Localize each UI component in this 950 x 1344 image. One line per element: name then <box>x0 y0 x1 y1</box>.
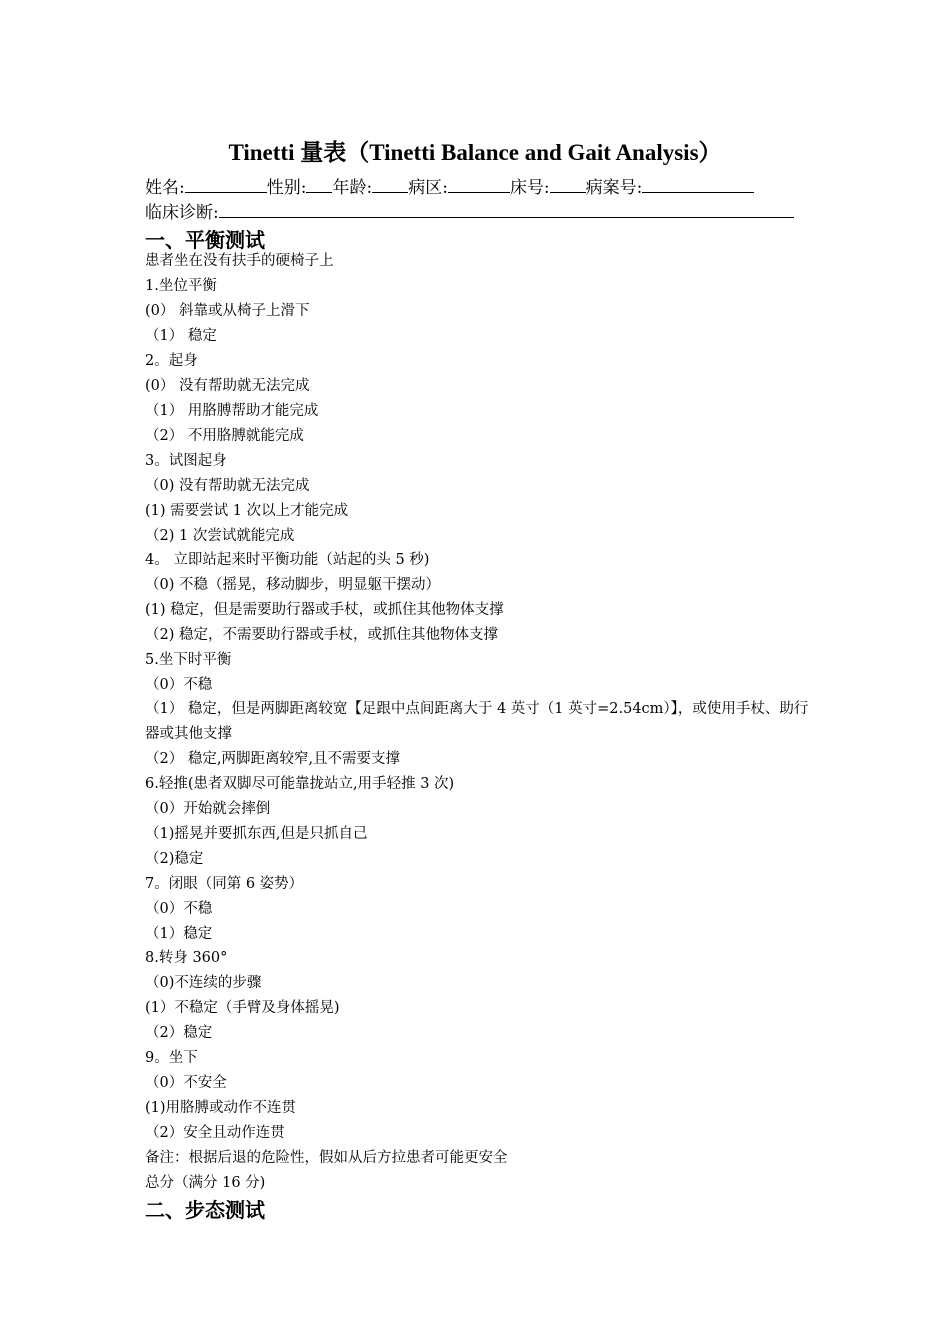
balance-line: （2)稳定 <box>145 851 204 867</box>
balance-line: 6.轻推(患者双脚尽可能靠拢站立,用手轻推 3 次) <box>145 776 455 792</box>
diagnosis-label: 临床诊断: <box>145 203 219 223</box>
balance-line: （1） 用胳膊帮助才能完成 <box>145 403 319 419</box>
balance-line: 2。起身 <box>145 353 198 369</box>
diagnosis-row <box>145 200 794 224</box>
balance-remark: 备注：根据后退的危险性，假如从后方拉患者可能更安全 <box>145 1150 508 1166</box>
balance-line: 7。闭眼（同第 6 姿势） <box>145 876 304 892</box>
balance-line: （1）稳定 <box>145 926 213 942</box>
balance-line: （0）开始就会摔倒 <box>145 801 271 817</box>
balance-wrapped-line: （1） 稳定，但是两脚距离较宽【足跟中点间距离大于 4 英寸（1 英寸=2.54cm）】，或使用手杖、助行器或其他支撑 <box>145 701 809 742</box>
gender-label: 性别: <box>266 178 307 198</box>
name-blank <box>185 175 267 193</box>
record-label: 病案号: <box>585 178 643 198</box>
balance-line: (0） 斜靠或从椅子上滑下 <box>145 303 310 319</box>
balance-line: （2) 1 次尝试就能完成 <box>145 528 295 544</box>
balance-line: (1）不稳定（手臂及身体摇晃) <box>145 1000 340 1016</box>
balance-line: 5.坐下时平衡 <box>145 652 232 668</box>
ward-blank <box>448 175 510 193</box>
balance-line: （1） 稳定 <box>145 328 217 344</box>
balance-line: 1.坐位平衡 <box>145 278 217 294</box>
gender-blank <box>306 175 332 193</box>
balance-line: （1)摇晃并要抓东西,但是只抓自己 <box>145 826 368 842</box>
balance-line: （0) 没有帮助就无法完成 <box>145 478 310 494</box>
balance-line: （0)不连续的步骤 <box>145 975 262 991</box>
balance-line: （2） 稳定,两脚距离较窄,且不需要支撑 <box>145 751 401 767</box>
balance-line: (1)用胳膊或动作不连贯 <box>145 1100 297 1116</box>
patient-info-row <box>145 175 754 199</box>
bed-blank <box>550 175 586 193</box>
balance-line: 4。 立即站起来时平衡功能（站起的头 5 秒) <box>145 552 430 568</box>
record-blank <box>642 175 754 193</box>
balance-line: （2）稳定 <box>145 1025 213 1041</box>
balance-line: （0）不稳 <box>145 901 213 917</box>
balance-line: 8.转身 360° <box>145 950 228 966</box>
balance-line: （2) 稳定，不需要助行器或手杖，或抓住其他物体支撑 <box>145 627 498 643</box>
diagnosis-blank <box>219 200 794 218</box>
balance-line: （0）不稳 <box>145 677 213 693</box>
name-label: 姓名: <box>145 178 185 198</box>
age-blank <box>372 175 408 193</box>
balance-line: (1) 需要尝试 1 次以上才能完成 <box>145 503 349 519</box>
section-heading-gait: 二、步态测试 <box>145 1198 265 1222</box>
balance-line: (1) 稳定，但是需要助行器或手杖，或抓住其他物体支撑 <box>145 602 504 618</box>
balance-intro: 患者坐在没有扶手的硬椅子上 <box>145 253 334 269</box>
page-title: Tinetti 量表（Tinetti Balance and Gait Analysis） <box>228 140 722 165</box>
balance-line: （0) 不稳（摇晃，移动脚步，明显躯干摆动） <box>145 577 440 593</box>
ward-label: 病区: <box>408 178 448 198</box>
balance-line: （2）安全且动作连贯 <box>145 1125 285 1141</box>
balance-total: 总分（满分 16 分) <box>145 1175 266 1191</box>
section-heading-balance: 一、平衡测试 <box>145 228 265 252</box>
age-label: 年龄: <box>332 178 373 198</box>
balance-line: 3。试图起身 <box>145 453 227 469</box>
balance-line: （0）不安全 <box>145 1075 227 1091</box>
balance-line: （2） 不用胳膊就能完成 <box>145 428 304 444</box>
balance-line: 9。坐下 <box>145 1050 198 1066</box>
balance-line: (0） 没有帮助就无法完成 <box>145 378 310 394</box>
bed-label: 床号: <box>509 178 550 198</box>
